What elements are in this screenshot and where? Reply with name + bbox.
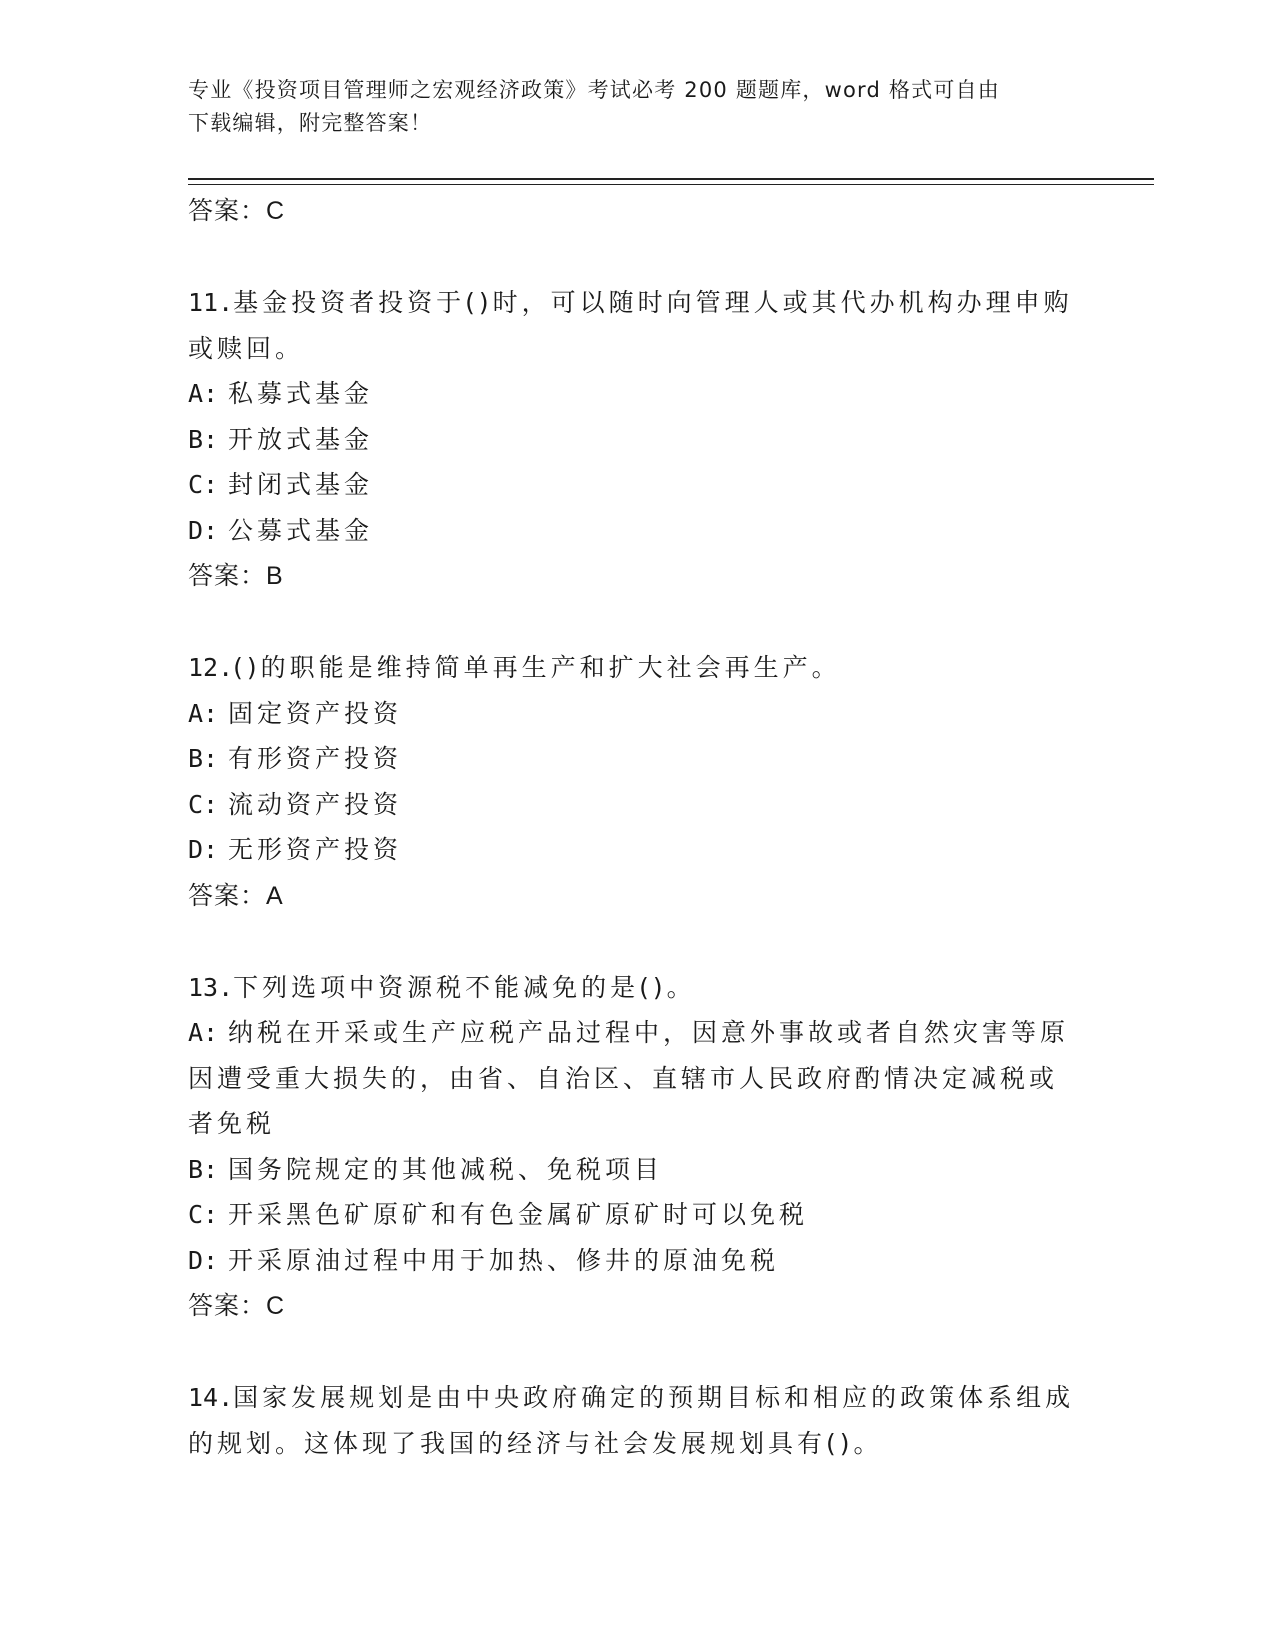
question-stem-continued: 的规划。这体现了我国的经济与社会发展规划具有()。 — [188, 1428, 883, 1458]
question-number: 11. — [188, 288, 234, 317]
option-text: 固定资产投资 — [228, 698, 403, 728]
option-text: 有形资产投资 — [228, 744, 403, 773]
option-text: 封闭式基金 — [228, 470, 374, 499]
option-text: 公募式基金 — [228, 515, 374, 545]
option-c — [188, 1192, 1088, 1238]
option-a — [188, 691, 1088, 737]
option-text: 流动资产投资 — [228, 789, 403, 819]
option-c — [188, 462, 1088, 508]
answer-line — [188, 553, 1088, 600]
question-block — [188, 280, 1088, 600]
option-b — [188, 1147, 1088, 1193]
option-text: 开放式基金 — [228, 424, 374, 454]
option-label: C: — [188, 1200, 219, 1229]
option-text: 私募式基金 — [228, 379, 374, 408]
option-a — [188, 1010, 1088, 1056]
answer-line — [188, 1283, 1088, 1330]
header-line-1: 专业《投资项目管理师之宏观经济政策》考试必考 200 题题库，word 格式可自由 — [188, 78, 1000, 102]
option-text: 开采黑色矿原矿和有色金属矿原矿时可以免税 — [228, 1200, 809, 1229]
header-divider-thick — [188, 178, 1154, 180]
question-stem: 14.国家发展规划是由中央政府确定的预期目标和相应的政策体系组成 — [188, 1383, 1075, 1412]
option-label: B: — [188, 424, 219, 454]
question-stem: 11.基金投资者投资于()时，可以随时向管理人或其代办机构办理申购 — [188, 288, 1073, 317]
question-block — [188, 965, 1088, 1330]
option-d — [188, 827, 1088, 873]
document-header — [188, 74, 1088, 140]
header-line-2: 下载编辑，附完整答案！ — [188, 111, 433, 135]
option-a-continued: 者免税 — [188, 1109, 276, 1138]
option-a-continued: 因遭受重大损失的，由省、自治区、直辖市人民政府酌情决定减税或 — [188, 1063, 1059, 1093]
option-label: D: — [188, 835, 219, 864]
answer-value: B — [266, 562, 284, 590]
option-text: 国务院规定的其他减税、免税项目 — [228, 1154, 664, 1184]
option-label: D: — [188, 515, 219, 545]
option-c — [188, 782, 1088, 828]
answer-value: C — [266, 1292, 286, 1320]
answer-label: 答案： — [188, 1291, 267, 1320]
answer-value: C — [266, 197, 286, 225]
option-a — [188, 371, 1088, 417]
option-label: C: — [188, 789, 219, 819]
answer-line — [188, 188, 1088, 235]
option-label: B: — [188, 1154, 219, 1184]
option-b — [188, 736, 1088, 782]
answer-value: A — [266, 881, 284, 910]
answer-label: 答案： — [188, 880, 267, 910]
option-text: 开采原油过程中用于加热、修井的原油免税 — [228, 1245, 780, 1275]
option-text: 纳税在开采或生产应税产品过程中，因意外事故或者自然灾害等原 — [228, 1018, 1070, 1047]
document-body — [188, 188, 1088, 1466]
question-number: 13. — [188, 972, 234, 1002]
option-d — [188, 1238, 1088, 1284]
option-d — [188, 508, 1088, 554]
header-divider-thin — [188, 184, 1154, 185]
option-label: A: — [188, 1018, 219, 1047]
answer-line — [188, 873, 1088, 920]
answer-label: 答案： — [188, 561, 267, 590]
question-number: 12. — [188, 653, 234, 682]
question-block — [188, 645, 1088, 919]
option-label: A: — [188, 379, 219, 408]
question-stem-continued: 或赎回。 — [188, 333, 305, 363]
option-label: B: — [188, 744, 219, 773]
option-label: A: — [188, 698, 219, 728]
question-number: 14. — [188, 1383, 234, 1412]
option-label: D: — [188, 1245, 219, 1275]
question-block — [188, 1375, 1088, 1466]
question-stem: 13.下列选项中资源税不能减免的是()。 — [188, 972, 696, 1002]
answer-label: 答案： — [188, 196, 267, 225]
option-b — [188, 417, 1088, 463]
option-text: 无形资产投资 — [228, 835, 403, 864]
question-stem: 12.()的职能是维持简单再生产和扩大社会再生产。 — [188, 653, 841, 682]
option-label: C: — [188, 470, 219, 499]
